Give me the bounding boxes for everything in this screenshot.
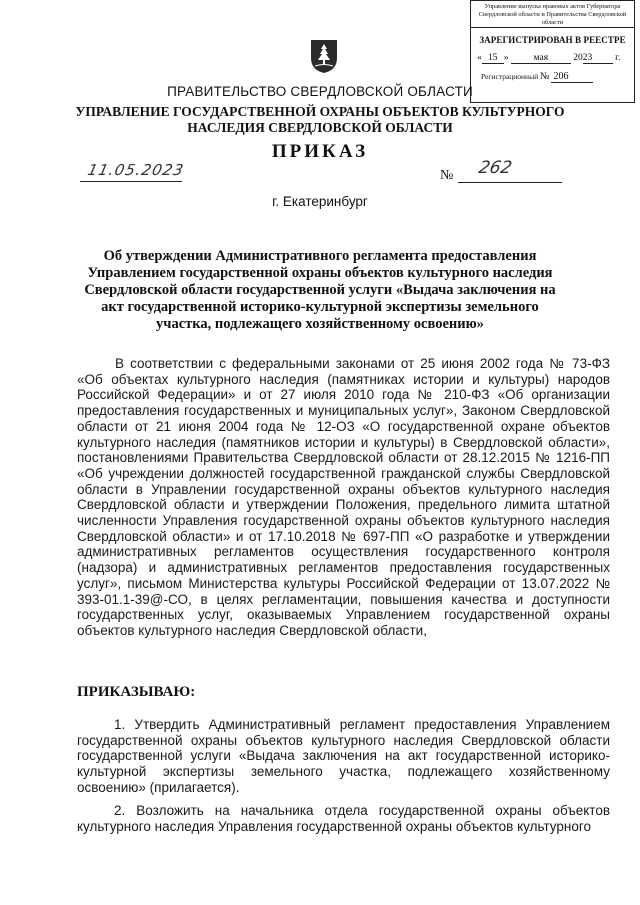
number-label: № (440, 168, 454, 183)
document-title: Об утверждении Административного регламента предоставления Управлением государственной охраны объектов культурного наследия Свердловской области государственной услуги «Выдача заключения на акт государственной историко-культурной экспертизы земельного участка, подлежащего хозяйственному освоению» (84, 248, 556, 332)
department-title: УПРАВЛЕНИЕ ГОСУДАРСТВЕННОЙ ОХРАНЫ ОБЪЕКТОВ КУЛЬТУРНОГО НАСЛЕДИЯ СВЕРДЛОВСКОЙ ОБЛАСТИ (75, 104, 565, 135)
item-2-paragraph: 2. Возложить на начальника отдела государственной охраны объектов культурного наследия Управления государственной охраны объектов культурного (77, 803, 610, 834)
document-type-title: ПРИКАЗ (271, 141, 369, 162)
stamp-reg-number: 206 (551, 71, 593, 83)
stamp-num-sign: № (540, 71, 550, 82)
order-number: 262 (476, 158, 514, 178)
stamp-year: 23 (583, 53, 613, 64)
government-title: ПРАВИТЕЛЬСТВО СВЕРДЛОВСКОЙ ОБЛАСТИ (167, 84, 473, 99)
stamp-year-prefix: 20 (573, 53, 583, 63)
stamp-header: Управление выпуска правовых актов Губернатора Свердловской области и Правительства Свердловской области (471, 1, 634, 28)
preamble-paragraph: В соответствии с федеральными законами от 25 июня 2002 года № 73-ФЗ «Об объектах культурного наследия (памятниках истории и культуры) народов Российской Федерации» и от 27 июля 2010 года № 210-ФЗ «Об организации предоставления государственных и муниципальных услуг», Законом Свердловской области от 21 июня 2004 года № 12-ОЗ «О государственной охране объектов культурного наследия (памятников истории и культуры) в Свердловской области», постановлениями Правительства Свердловской области от 28.12.2015 № 1216-ПП «Об учреждении должностей государственной гражданской службы Свердловской области в Управлении государственной охраны объектов культурного наследия Свердловской области и утверждении Положения, предельного лимита штатной численности Управления государственной охраны объектов культурного наследия Свердловской области» и от 17.10.2018 № 697-ПП «О разработке и утверждении административных регламентов осуществления государственного контроля (надзора) и административных регламентов предоставления государственных услуг», письмом Министерства культуры Российской Федерации от 13.07.2022 № 393-01.1-39@-СО, в целях регламентации, повышения качества и доступности государственных услуг, оказываемых Управлением государственной охраны объектов культурного наследия Свердловской области, (77, 356, 610, 638)
item-1-paragraph: 1. Утвердить Административный регламент предоставления Управлением государственной охраны объектов культурного наследия Свердловской области государственной услуги «Выдача заключения на акт государственной историко-культурной экспертизы земельного участка, подлежащего хозяйственному освоению» (прилагается). (77, 717, 610, 795)
stamp-reg-label: Регистрационный (481, 72, 539, 81)
stamp-month: мая (511, 53, 571, 64)
order-word: ПРИКАЗЫВАЮ: (77, 684, 196, 700)
stamp-open-quote: « (477, 53, 482, 63)
stamp-year-unit: г. (615, 53, 621, 63)
coat-of-arms-icon (309, 38, 339, 74)
stamp-close-quote: » (503, 53, 509, 63)
stamp-number-row (471, 71, 634, 83)
city: г. Екатеринбург (272, 194, 368, 209)
stamp-day: 15 (482, 53, 504, 64)
stamp-registered-label: ЗАРЕГИСТРИРОВАН В РЕЕСТРЕ (479, 35, 626, 45)
stamp-date (471, 53, 634, 64)
order-date: 11.05.2023 (86, 161, 186, 179)
